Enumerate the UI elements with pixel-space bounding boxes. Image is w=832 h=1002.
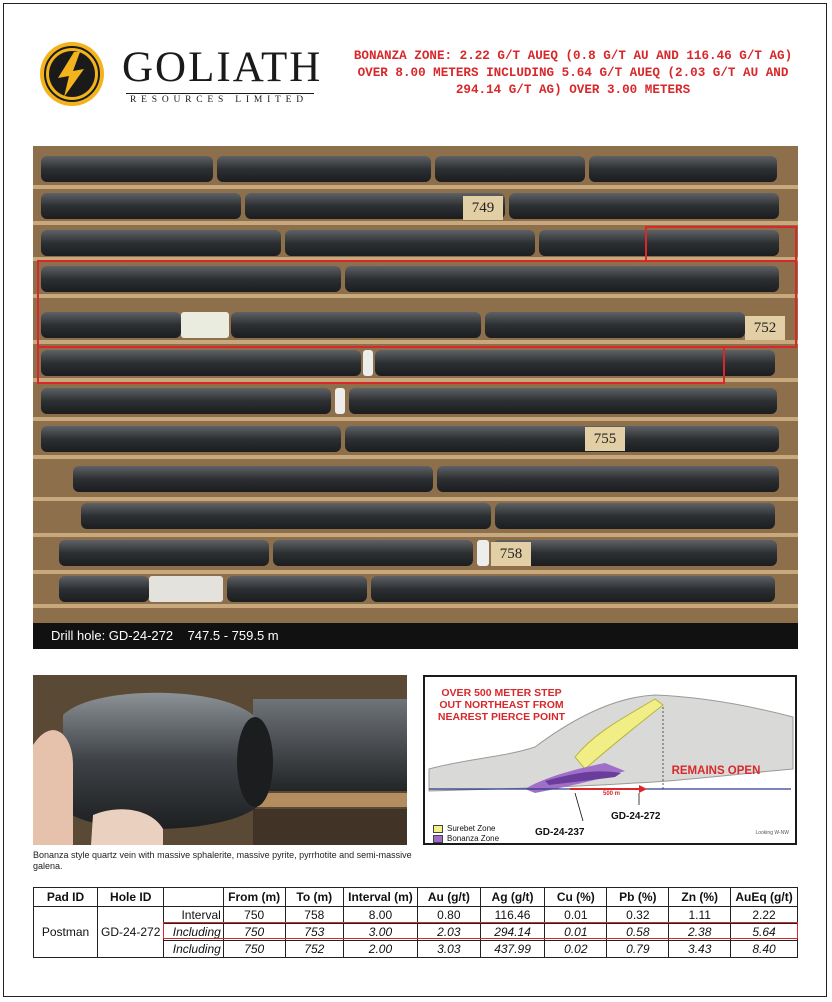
depth-tag: 752 [745,316,785,340]
specimen-drawing [33,675,407,845]
ag-cell: 116.46 [480,907,544,924]
from-cell: 750 [223,907,285,924]
col-header: AuEq (g/t) [731,888,798,907]
to-cell: 758 [285,907,343,924]
interval-cell: 3.00 [344,924,418,941]
col-header: From (m) [223,888,285,907]
row-label: Including [164,924,223,941]
interval-highlight [645,226,797,262]
lightning-bolt-logo-icon [34,40,114,108]
core-caption-bar [33,623,798,649]
legend-swatch-bonanza [433,835,443,843]
zn-cell: 2.38 [669,924,731,941]
aueq-cell: 5.64 [731,924,798,941]
remains-open-label: REMAINS OPEN [671,765,761,777]
interval-highlight [37,346,725,384]
pb-cell: 0.32 [607,907,669,924]
drill-hole-caption: Drill hole: GD-24-272 747.5 - 759.5 m [51,628,279,643]
zn-cell: 1.11 [669,907,731,924]
aueq-cell: 2.22 [731,907,798,924]
au-cell: 3.03 [417,941,480,958]
cu-cell: 0.01 [545,907,607,924]
ag-cell: 294.14 [480,924,544,941]
logo-subtitle: RESOURCES LIMITED [130,95,308,105]
step-out-note: OVER 500 METER STEP OUT NORTHEAST FROM NEAREST PIERCE POINT [437,687,566,723]
depth-tag: 749 [463,196,503,220]
aueq-cell: 8.40 [731,941,798,958]
pad-id-cell: Postman [34,907,98,958]
au-cell: 0.80 [417,907,480,924]
hole-label: GD-24-237 [535,827,585,838]
table-row [34,907,798,924]
goliath-logo [34,40,324,108]
col-header: Au (g/t) [417,888,480,907]
pb-cell: 0.79 [607,941,669,958]
interval-cell: 2.00 [344,941,418,958]
row-label: Interval [164,907,223,924]
hole-id-cell: GD-24-272 [97,907,163,958]
table-header-row [34,888,798,907]
from-cell: 750 [223,924,285,941]
interval-cell: 8.00 [344,907,418,924]
row-label: Including [164,941,223,958]
au-cell: 2.03 [417,924,480,941]
cu-cell: 0.01 [545,924,607,941]
specimen-photo [33,675,407,845]
headline: BONANZA ZONE: 2.22 G/T AUEQ (0.8 G/T AU AND 116.46 G/T AG) OVER 8.00 METERS INCLUDING 5.64 G/T AUEQ (2.03 G/T AU AND 294.14 G/T AG) OVER 3.00 METERS [353,49,793,97]
col-header: Ag (g/t) [480,888,544,907]
depth-tag: 758 [491,542,531,566]
pb-cell: 0.58 [607,924,669,941]
depth-tag: 755 [585,427,625,451]
looking-direction: Looking W-NW [755,830,789,836]
including-row-highlight [163,922,798,939]
col-header: Interval (m) [344,888,418,907]
col-header: Hole ID [97,888,163,907]
col-header: Zn (%) [669,888,731,907]
col-header: Cu (%) [545,888,607,907]
col-header [164,888,223,907]
legend-label: Bonanza Zone [447,834,500,843]
zn-cell: 3.43 [669,941,731,958]
specimen-caption: Bonanza style quartz vein with massive sphalerite, massive pyrite, pyrrhotite and semi-massive galena. [33,850,412,871]
col-header: Pad ID [34,888,98,907]
col-header: Pb (%) [607,888,669,907]
logo-wordmark: GOLIATH [122,44,323,91]
ag-cell: 437.99 [480,941,544,958]
legend-label: Surebet Zone [447,824,496,833]
col-header: To (m) [285,888,343,907]
hole-label: 500 m [603,791,621,797]
from-cell: 750 [223,941,285,958]
section-view [423,675,797,845]
interval-highlight [37,260,797,348]
hole-label: GD-24-272 [611,811,661,822]
core-box-photo [33,146,798,649]
to-cell: 753 [285,924,343,941]
logo-divider [126,93,314,94]
cu-cell: 0.02 [545,941,607,958]
legend-swatch-surebet [433,825,443,833]
to-cell: 752 [285,941,343,958]
